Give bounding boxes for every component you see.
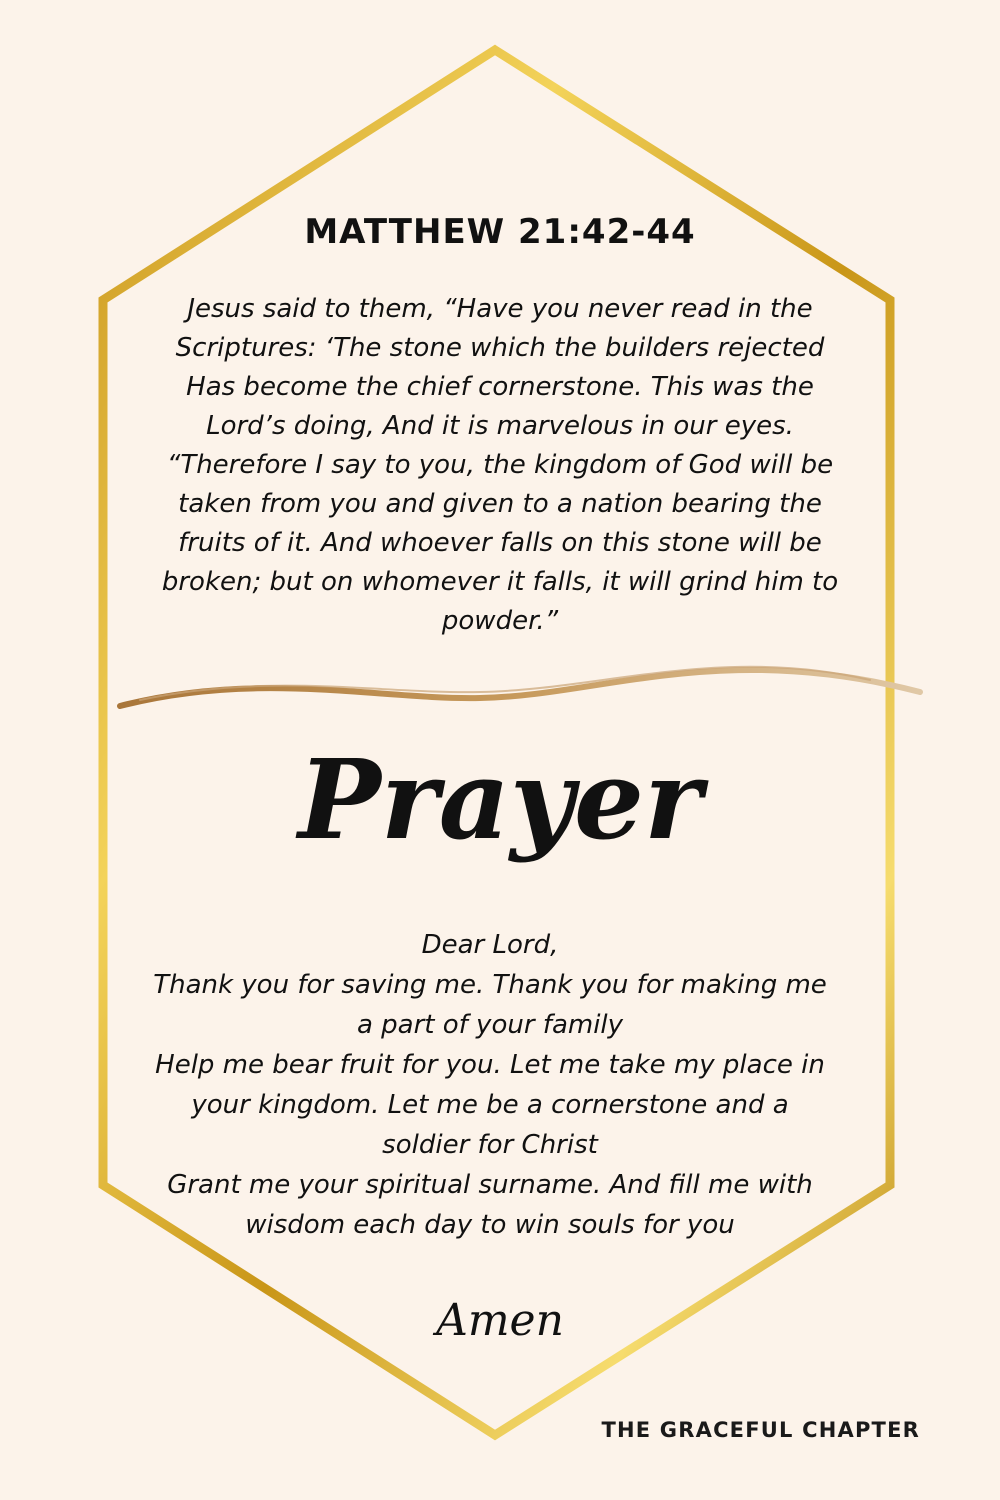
verse-reference-title: MATTHEW 21:42-44: [304, 212, 696, 252]
brush-swash-divider: [120, 670, 920, 706]
prayer-heading: Prayer: [298, 735, 702, 864]
scripture-verse-text: Jesus said to them, “Have you never read in the Scriptures: ‘The stone which the builders rejected Has become the chief cornerstone. This was the Lord’s doing, And it is marvelous in our eyes. “Therefore I say to you, the kingdom of God will be taken from you and given to a nation bearing the fruits of it. And whoever falls on this stone will be broken; but on whomever it falls, it will grind him to powder.”: [161, 294, 839, 636]
prayer-line: Grant me your spiritual surname. And fill me with wisdom each day to win souls for you: [167, 1170, 813, 1240]
brand-name: THE GRACEFUL CHAPTER: [601, 1418, 920, 1442]
prayer-line: Thank you for saving me. Thank you for making me a part of your family: [153, 970, 827, 1040]
prayer-line: Help me bear fruit for you. Let me take my place in your kingdom. Let me be a cornerstone and a soldier for Christ: [155, 1050, 825, 1160]
amen-signature: Amen: [436, 1295, 564, 1346]
prayer-body: [150, 925, 830, 1245]
prayer-salutation: Dear Lord,: [421, 930, 559, 960]
